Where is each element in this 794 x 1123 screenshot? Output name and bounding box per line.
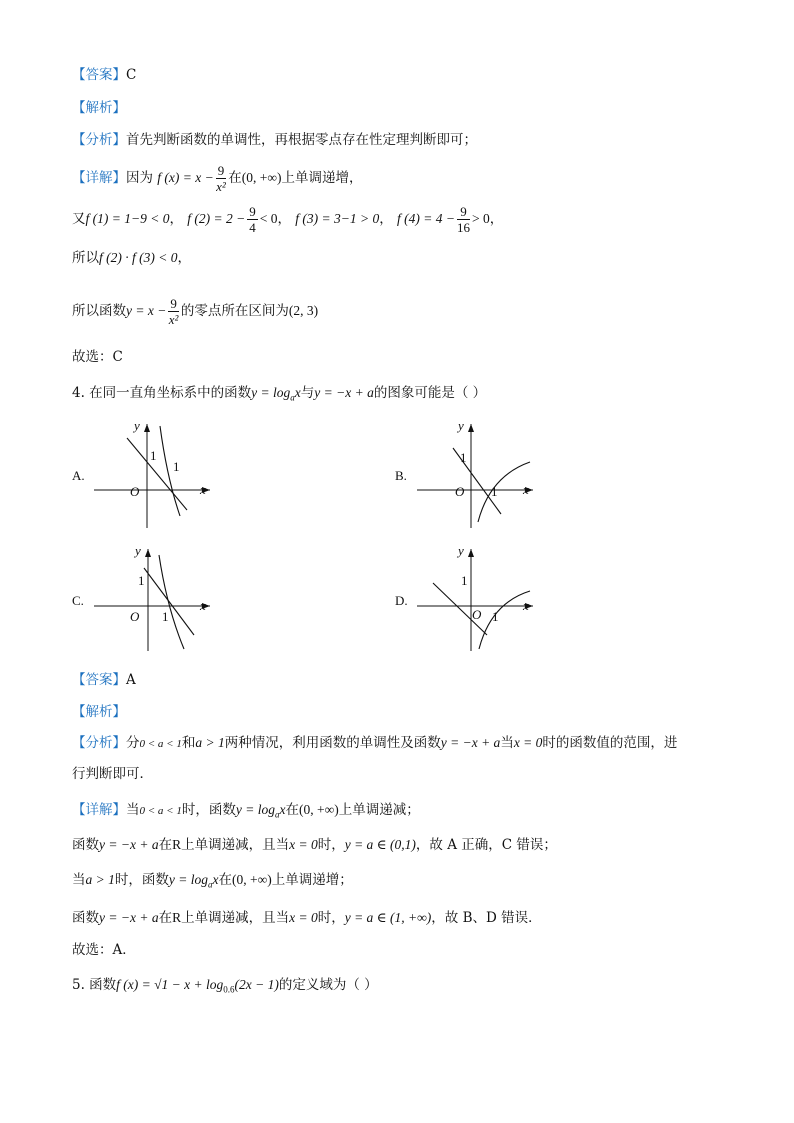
graph-svg [72, 543, 232, 658]
denominator: x² [216, 179, 226, 194]
text: 上单调递减，且当 [181, 837, 290, 853]
math-expr: (0, +∞) [298, 802, 339, 817]
math-expr: y = a ∈ (1, +∞) [344, 910, 432, 925]
math-expr: a > 1 [195, 735, 225, 750]
text: 上单调递减； [338, 802, 420, 818]
option-label: A. [72, 468, 85, 483]
fenxi-text: 首先判断函数的单调性，再根据零点存在性定理判断即可； [126, 132, 477, 148]
option-d-graph[interactable] [395, 543, 555, 658]
text: ，故 A 正确，C 错误； [415, 837, 557, 853]
text: 函数 [72, 910, 99, 926]
math-expr: f (3) = 3−1 > 0 [295, 211, 380, 226]
text: 当 [126, 802, 140, 818]
q4-select-line [72, 940, 136, 960]
text: 与 [300, 385, 315, 401]
tick-label: 1 [460, 450, 467, 465]
xiangjie-line-1 [72, 162, 362, 194]
math-expr: y = −x + a [440, 735, 501, 750]
math-expr: y = log [235, 802, 275, 817]
text: 时的函数值的范围，进 [542, 735, 678, 751]
q4-answer-line [72, 670, 136, 690]
xiangjie-line-3 [72, 248, 191, 268]
answer-tag: 【答案】 [72, 672, 126, 688]
text: 在 [285, 802, 299, 818]
text: 在 [228, 170, 242, 186]
text: 上单调递增； [271, 872, 353, 888]
text: 的图象可能是（ ） [373, 385, 487, 401]
fenxi-tag: 【分析】 [72, 735, 126, 751]
math-expr: f (x) = √1 − x + log [116, 977, 224, 992]
tick-label: 1 [173, 459, 180, 474]
y-axis-arrow [468, 424, 474, 432]
math-expr: x = 0 [289, 837, 318, 852]
text: ， [169, 211, 183, 227]
text: 时， [317, 837, 345, 853]
fenxi-tag: 【分析】 [72, 132, 126, 148]
text: 时，函数 [114, 872, 169, 888]
math-expr: y = −x + a [99, 837, 159, 852]
text: 分 [126, 735, 140, 751]
q4-xiangjie-2 [72, 835, 557, 855]
numerator: 9 [217, 163, 225, 178]
q4-fenxi-line-2 [72, 764, 153, 784]
text: 时，函数 [181, 802, 236, 818]
option-label: D. [395, 593, 408, 608]
graph-svg [395, 543, 555, 658]
analysis-tag: 【解析】 [72, 100, 126, 116]
question-4-stem [72, 383, 486, 408]
tick-label: 1 [492, 609, 499, 624]
text: 在 [158, 910, 173, 926]
math-expr: R [172, 837, 182, 852]
x-label: x [200, 598, 206, 613]
text: 当 [72, 872, 86, 888]
math-expr: f (2) = 2 − [187, 211, 246, 226]
text: 上单调递增， [281, 170, 363, 186]
math-expr: f (1) = 1−9 < 0 [85, 211, 170, 226]
text: 4. 在同一直角坐标系中的函数 [72, 385, 252, 401]
option-label: C. [72, 593, 84, 608]
text: 当 [500, 735, 514, 751]
tick-label: 1 [138, 573, 145, 588]
math-sub: 0.6 [223, 984, 235, 995]
text: 时， [317, 910, 345, 926]
xiangjie-tag: 【详解】 [72, 170, 126, 186]
option-a-graph[interactable] [72, 418, 232, 533]
graph-svg [72, 418, 232, 533]
numerator: 9 [249, 204, 256, 219]
option-c-graph[interactable] [72, 543, 232, 658]
math-expr: 0 < a < 1 [139, 805, 182, 817]
q4-analysis-heading [72, 702, 126, 722]
y-label: y [458, 543, 464, 558]
q4-xiangjie-3 [72, 870, 353, 895]
fraction [168, 296, 179, 327]
numerator: 9 [170, 296, 177, 311]
origin-label: O [130, 484, 140, 499]
line-graph [144, 568, 194, 635]
text: 两种情况，利用函数的单调性及函数 [224, 735, 441, 751]
analysis-heading [72, 98, 126, 118]
text: 因为 [126, 170, 153, 186]
text: 的零点所在区间为 [180, 303, 289, 319]
fraction [457, 204, 470, 235]
tick-label: 1 [491, 484, 498, 499]
text: 行判断即可． [72, 766, 153, 782]
analysis-tag: 【解析】 [72, 704, 126, 720]
text: 所以 [72, 250, 99, 266]
x-label: x [523, 482, 529, 497]
option-b-graph[interactable] [395, 418, 555, 533]
text: 在 [158, 837, 173, 853]
tick-label: 1 [150, 448, 157, 463]
x-label: x [200, 482, 206, 497]
answer-tag: 【答案】 [72, 67, 126, 83]
math-expr: > 0 [471, 211, 490, 226]
text: ， [177, 250, 191, 266]
math-expr: f (x) = x − [157, 170, 214, 185]
tick-label: 1 [461, 573, 468, 588]
xiangjie-tag: 【详解】 [72, 802, 126, 818]
q4-xiangjie-1 [72, 800, 420, 825]
origin-label: O [455, 484, 465, 499]
text: 在 [218, 872, 232, 888]
denominator: 4 [249, 220, 256, 235]
math-expr: R [172, 910, 182, 925]
fenxi-line [72, 130, 477, 150]
math-sub: a [207, 879, 213, 890]
option-label: B. [395, 468, 407, 483]
text: 5. 函数 [72, 977, 117, 993]
y-label: y [135, 543, 141, 558]
denominator: x² [168, 312, 179, 327]
select-text: 故选：C [72, 349, 123, 365]
q4-xiangjie-4 [72, 908, 542, 928]
math-expr: x [294, 385, 301, 400]
y-label: y [458, 418, 464, 433]
question-5-stem [72, 975, 378, 1000]
text: ，故 B、D 错误． [431, 910, 542, 926]
text: 上单调递减，且当 [181, 910, 290, 926]
origin-label: O [130, 609, 140, 624]
math-expr: x = 0 [513, 735, 543, 750]
text: 和 [181, 735, 196, 751]
text: ， [489, 211, 504, 227]
y-axis-arrow [144, 424, 150, 432]
math-expr: < 0 [259, 211, 278, 226]
text: 所以函数 [72, 303, 126, 319]
math-sub: a [274, 809, 280, 820]
text: ， [379, 211, 393, 227]
text: 函数 [72, 837, 99, 853]
select-line [72, 347, 123, 367]
denominator: 16 [456, 220, 470, 235]
xiangjie-line-4 [72, 295, 318, 327]
fraction [216, 163, 227, 194]
y-label: y [134, 418, 140, 433]
origin-label: O [472, 607, 482, 622]
math-expr: y = log [251, 385, 291, 400]
math-expr: y = x − [126, 303, 167, 318]
y-axis-arrow [145, 549, 151, 557]
math-expr: a > 1 [85, 872, 115, 887]
math-expr: (2, 3) [288, 303, 319, 318]
answer-value: C [126, 67, 137, 83]
math-expr: y = log [168, 872, 208, 887]
y-axis-arrow [468, 549, 474, 557]
numerator: 9 [457, 204, 470, 220]
tick-label: 1 [162, 609, 169, 624]
log-curve [159, 555, 184, 649]
math-expr: 0 < a < 1 [139, 738, 182, 750]
x-label: x [523, 598, 529, 613]
math-expr: y = a ∈ (0,1) [344, 837, 416, 852]
text: 的定义域为（ ） [278, 977, 378, 993]
text: ， [277, 211, 291, 227]
math-expr: y = −x + a [314, 385, 374, 400]
xiangjie-line-2 [72, 203, 503, 235]
text: 又 [72, 211, 86, 227]
fraction [247, 204, 258, 235]
answer-line [72, 65, 136, 85]
answer-value: A [126, 672, 136, 688]
math-expr: y = −x + a [99, 910, 159, 925]
math-expr: f (4) = 4 − [397, 211, 455, 226]
math-expr: (0, +∞) [231, 872, 272, 887]
q4-fenxi-line [72, 733, 677, 754]
math-expr: x [279, 802, 286, 817]
math-expr: x [212, 872, 219, 887]
math-expr: (0, +∞) [241, 170, 282, 185]
select-text: 故选：A． [72, 942, 136, 958]
math-expr: (2x − 1) [234, 977, 279, 992]
graph-svg [395, 418, 555, 533]
math-expr: f (2) · f (3) < 0 [99, 250, 178, 265]
math-expr: x = 0 [289, 910, 318, 925]
math-sub: a [290, 392, 295, 403]
